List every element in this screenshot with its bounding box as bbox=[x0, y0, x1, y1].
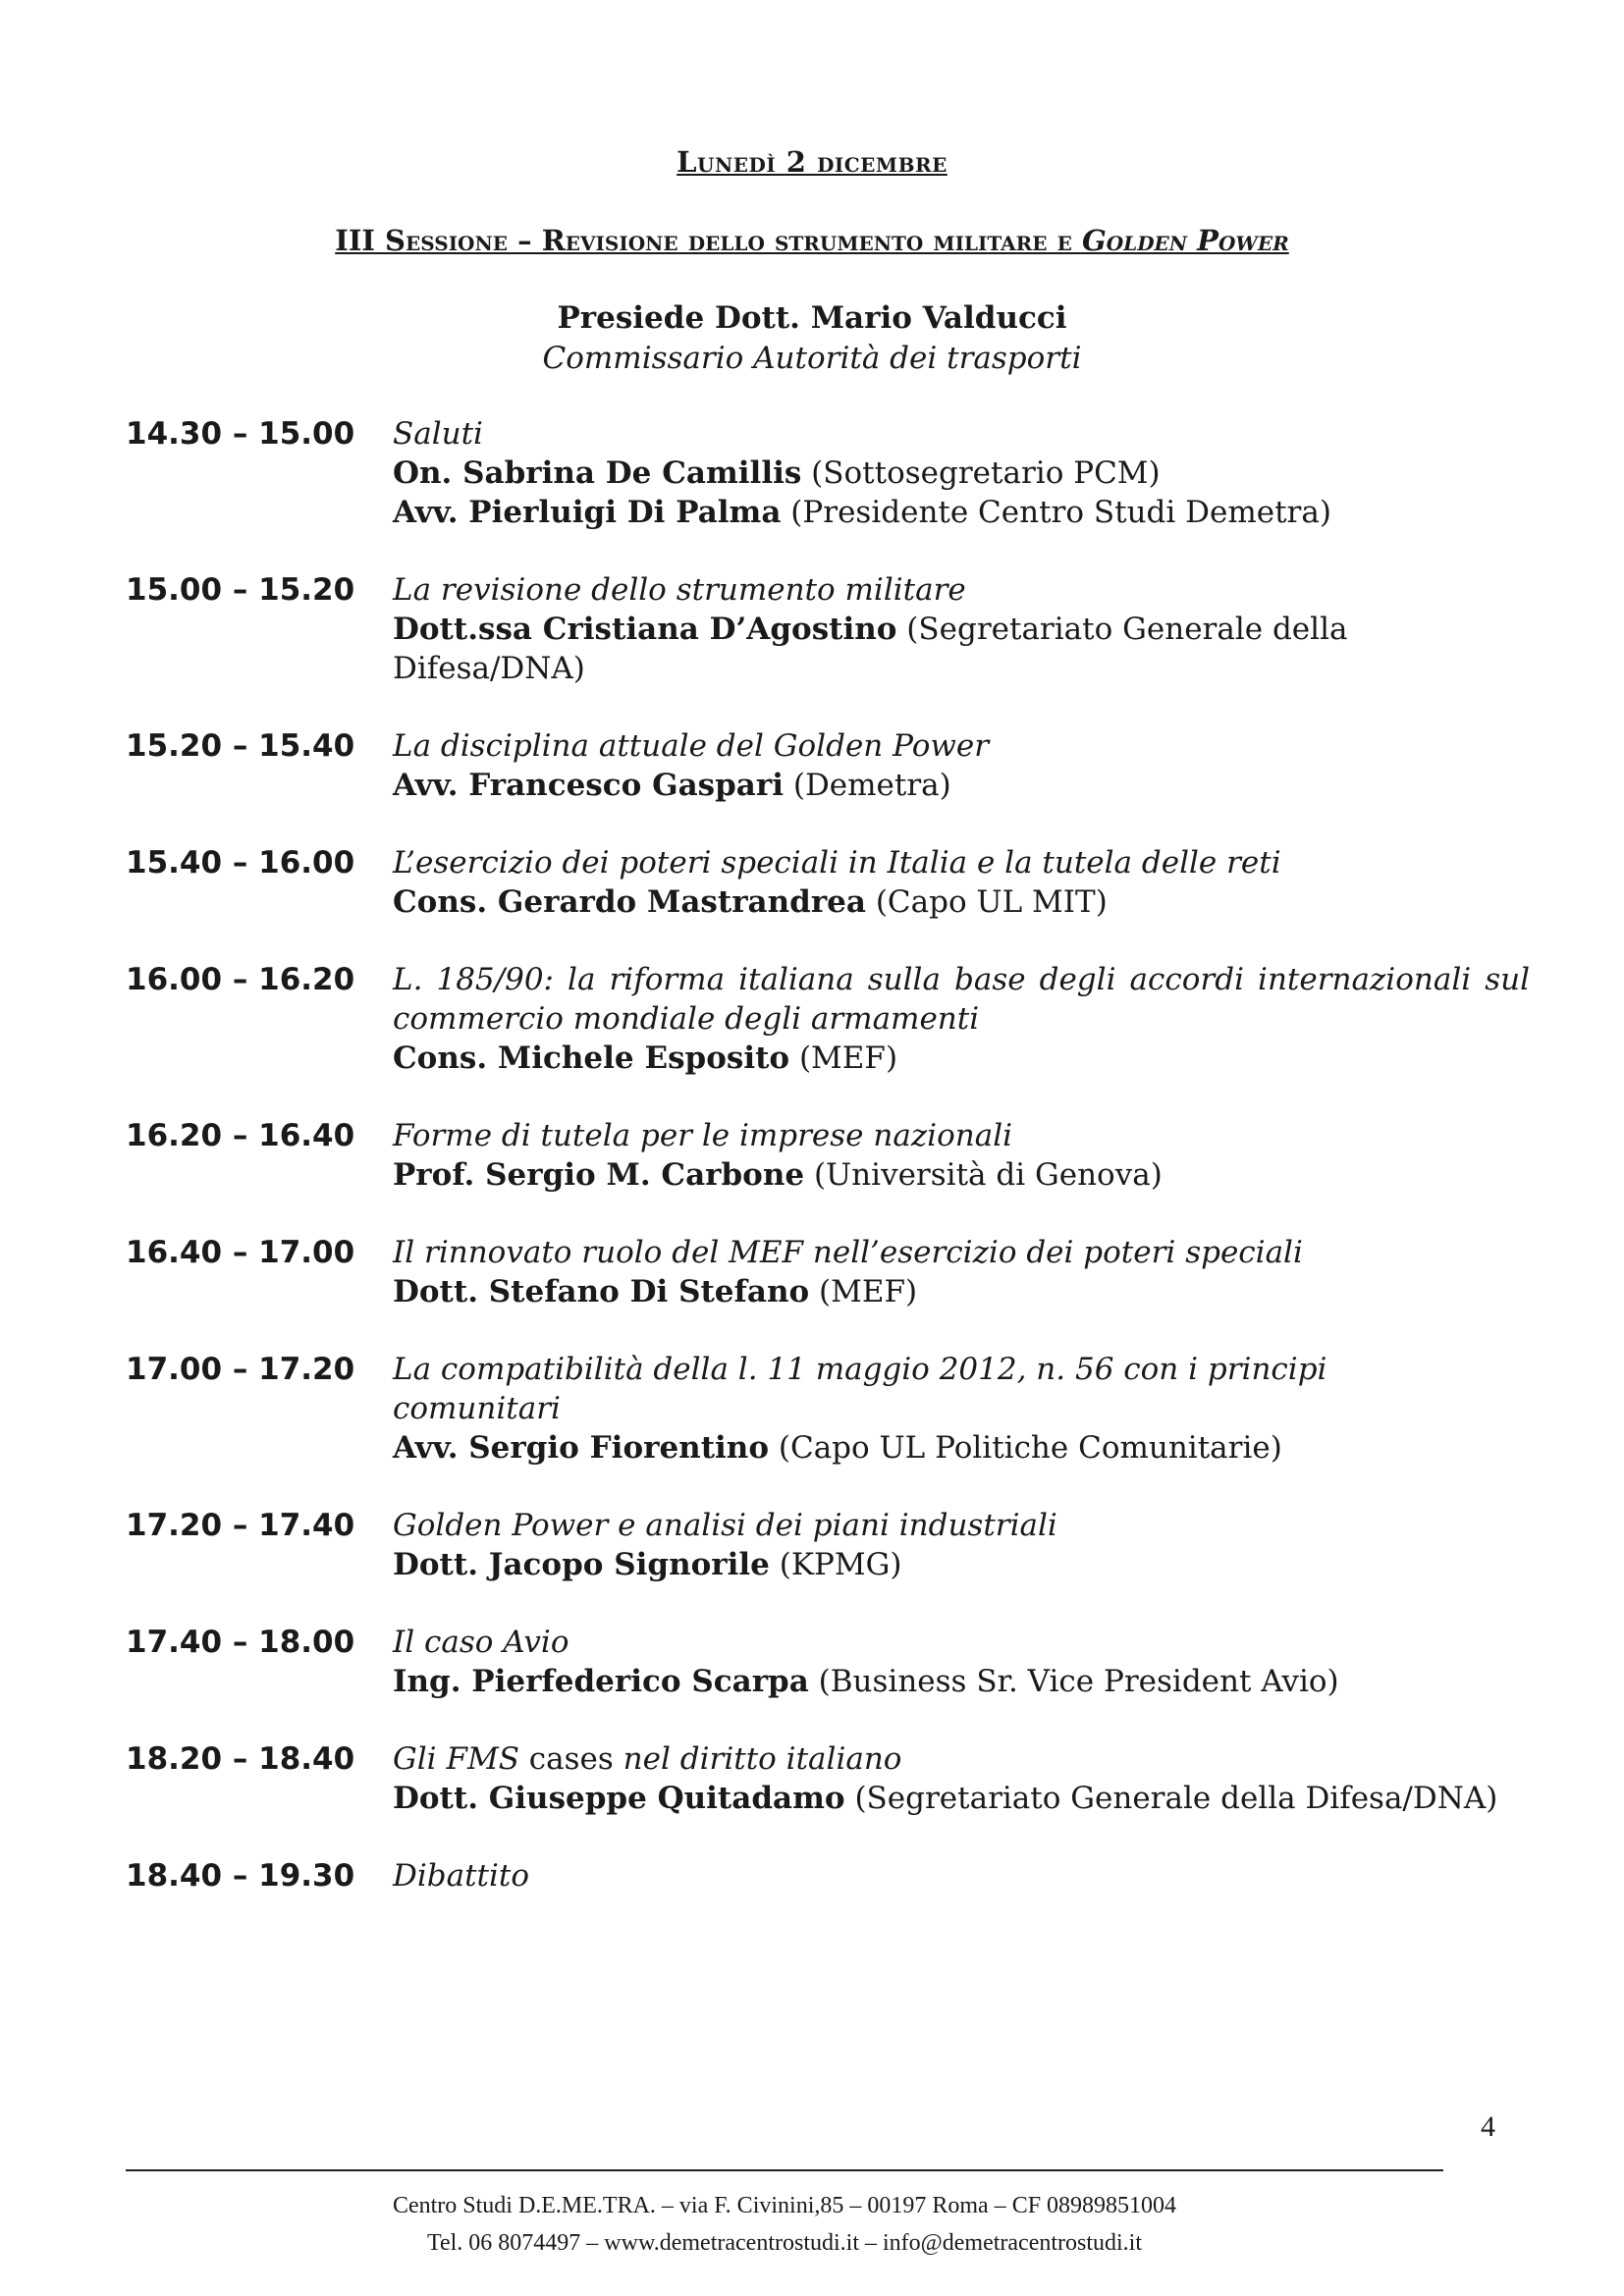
speaker-name: Dott. Stefano Di Stefano bbox=[393, 1274, 810, 1309]
program-slot bbox=[126, 960, 1530, 1078]
slot-title: L. 185/90: la riforma italiana sulla base degli accordi internazionali sul commercio mondiale degli armamenti bbox=[393, 962, 1530, 1037]
speaker-affiliation: (Università di Genova) bbox=[804, 1157, 1163, 1193]
speaker bbox=[393, 610, 1530, 688]
slot-title: La revisione dello strumento militare bbox=[393, 572, 966, 608]
program-slot bbox=[126, 414, 1530, 532]
speaker-affiliation: (Capo UL MIT) bbox=[865, 884, 1108, 920]
slot-time: 17.40 – 18.00 bbox=[126, 1625, 355, 1660]
speaker-name: Dott. Jacopo Signorile bbox=[393, 1547, 770, 1582]
slot-title bbox=[393, 1739, 1530, 1779]
speaker-name: Cons. Gerardo Mastrandrea bbox=[393, 884, 866, 920]
speaker-affiliation: (MEF) bbox=[789, 1041, 898, 1076]
slot-time: 15.00 – 15.20 bbox=[126, 572, 355, 608]
slot-title: L’esercizio dei poteri speciali in Italia e la tutela delle reti bbox=[393, 845, 1281, 881]
speaker bbox=[393, 1545, 1530, 1584]
slot-title-part: nel diritto italiano bbox=[613, 1741, 902, 1777]
slot-title: Forme di tutela per le imprese nazionali bbox=[393, 1118, 1013, 1153]
program-slot bbox=[126, 843, 1530, 922]
speaker-affiliation: (Sottosegretario PCM) bbox=[801, 455, 1161, 491]
speaker-affiliation: (Business Sr. Vice President Avio) bbox=[808, 1664, 1339, 1699]
speaker bbox=[393, 766, 1530, 805]
page-number: 4 bbox=[1481, 2110, 1495, 2143]
speaker-name: Avv. Francesco Gaspari bbox=[393, 768, 784, 803]
program-slot bbox=[126, 1233, 1530, 1311]
speaker-affiliation: (Demetra) bbox=[784, 768, 951, 803]
slot-time: 17.20 – 17.40 bbox=[126, 1508, 355, 1543]
speaker-affiliation: (MEF) bbox=[809, 1274, 918, 1309]
speaker-affiliation: (KPMG) bbox=[769, 1547, 902, 1582]
speaker bbox=[393, 1779, 1530, 1818]
speaker bbox=[393, 1155, 1530, 1195]
slot-title: Dibattito bbox=[393, 1858, 530, 1894]
slot-time: 15.40 – 16.00 bbox=[126, 845, 355, 881]
slot-time: 18.20 – 18.40 bbox=[126, 1741, 355, 1777]
slot-time: 16.40 – 17.00 bbox=[126, 1235, 355, 1270]
session-title: III Sessione – Revisione dello strumento militare e bbox=[335, 224, 1082, 257]
session-chair-role: Commissario Autorità dei trasporti bbox=[542, 341, 1082, 376]
slot-title: La disciplina attuale del Golden Power bbox=[393, 728, 990, 764]
program-slot bbox=[126, 1116, 1530, 1195]
speaker-name: Prof. Sergio M. Carbone bbox=[393, 1157, 805, 1193]
footer-contacts: Tel. 06 8074497 – www.demetracentrostudi.it – info@demetracentrostudi.it bbox=[426, 2230, 1143, 2256]
speaker-name: Cons. Michele Esposito bbox=[393, 1041, 790, 1076]
slot-title: Golden Power e analisi dei piani industriali bbox=[393, 1508, 1057, 1543]
speaker-affiliation: (Capo UL Politiche Comunitarie) bbox=[769, 1430, 1282, 1466]
slot-title: Il caso Avio bbox=[393, 1625, 569, 1660]
session-golden-power: Golden Power bbox=[1081, 224, 1289, 257]
slot-title: La compatibilità della l. 11 maggio 2012, n. 56 con i principi comunitari bbox=[393, 1352, 1327, 1426]
slot-time: 16.20 – 16.40 bbox=[126, 1118, 355, 1153]
speaker-name: On. Sabrina De Camillis bbox=[393, 455, 802, 491]
program-slot bbox=[126, 1856, 1530, 1896]
slot-title: Saluti bbox=[393, 416, 483, 452]
program-slot bbox=[126, 1350, 1530, 1468]
program-slot bbox=[126, 726, 1530, 805]
slot-time: 14.30 – 15.00 bbox=[126, 416, 355, 452]
speaker-name: Avv. Pierluigi Di Palma bbox=[393, 495, 782, 530]
speaker bbox=[393, 493, 1530, 532]
speaker-affiliation: (Segretariato Generale della Difesa/DNA) bbox=[844, 1781, 1498, 1816]
speaker bbox=[393, 1039, 1530, 1078]
speaker bbox=[393, 454, 1530, 493]
program-slot bbox=[126, 570, 1530, 688]
slot-time: 17.00 – 17.20 bbox=[126, 1352, 355, 1387]
footer-divider bbox=[126, 2169, 1443, 2171]
session-chair: Presiede Dott. Mario Valducci bbox=[557, 300, 1067, 336]
slot-time: 15.20 – 15.40 bbox=[126, 728, 355, 764]
program-slot bbox=[126, 1739, 1530, 1818]
speaker-affiliation: (Segretariato Generale della Difesa/DNA) bbox=[393, 612, 1348, 686]
speaker bbox=[393, 1272, 1530, 1311]
speaker-affiliation: (Presidente Centro Studi Demetra) bbox=[781, 495, 1331, 530]
speaker-name: Avv. Sergio Fiorentino bbox=[393, 1430, 770, 1466]
speaker bbox=[393, 1428, 1530, 1468]
speaker bbox=[393, 882, 1530, 922]
speaker-name: Dott.ssa Cristiana D’Agostino bbox=[393, 612, 897, 647]
session-heading bbox=[0, 224, 1624, 257]
slot-title: Il rinnovato ruolo del MEF nell’esercizio dei poteri speciali bbox=[393, 1235, 1303, 1270]
speaker-name: Dott. Giuseppe Quitadamo bbox=[393, 1781, 845, 1816]
speaker bbox=[393, 1662, 1530, 1701]
slot-title-part: cases bbox=[528, 1741, 614, 1777]
program-list bbox=[126, 414, 1530, 1934]
slot-time: 16.00 – 16.20 bbox=[126, 962, 355, 997]
footer-address: Centro Studi D.E.ME.TRA. – via F. Civinini,85 – 00197 Roma – CF 08989851004 bbox=[392, 2193, 1177, 2218]
slot-title-part: Gli FMS bbox=[393, 1741, 529, 1777]
program-slot bbox=[126, 1506, 1530, 1584]
speaker-name: Ing. Pierfederico Scarpa bbox=[393, 1664, 809, 1699]
program-slot bbox=[126, 1623, 1530, 1701]
day-heading: Lunedì 2 dicembre bbox=[677, 145, 947, 179]
slot-time: 18.40 – 19.30 bbox=[126, 1858, 355, 1894]
